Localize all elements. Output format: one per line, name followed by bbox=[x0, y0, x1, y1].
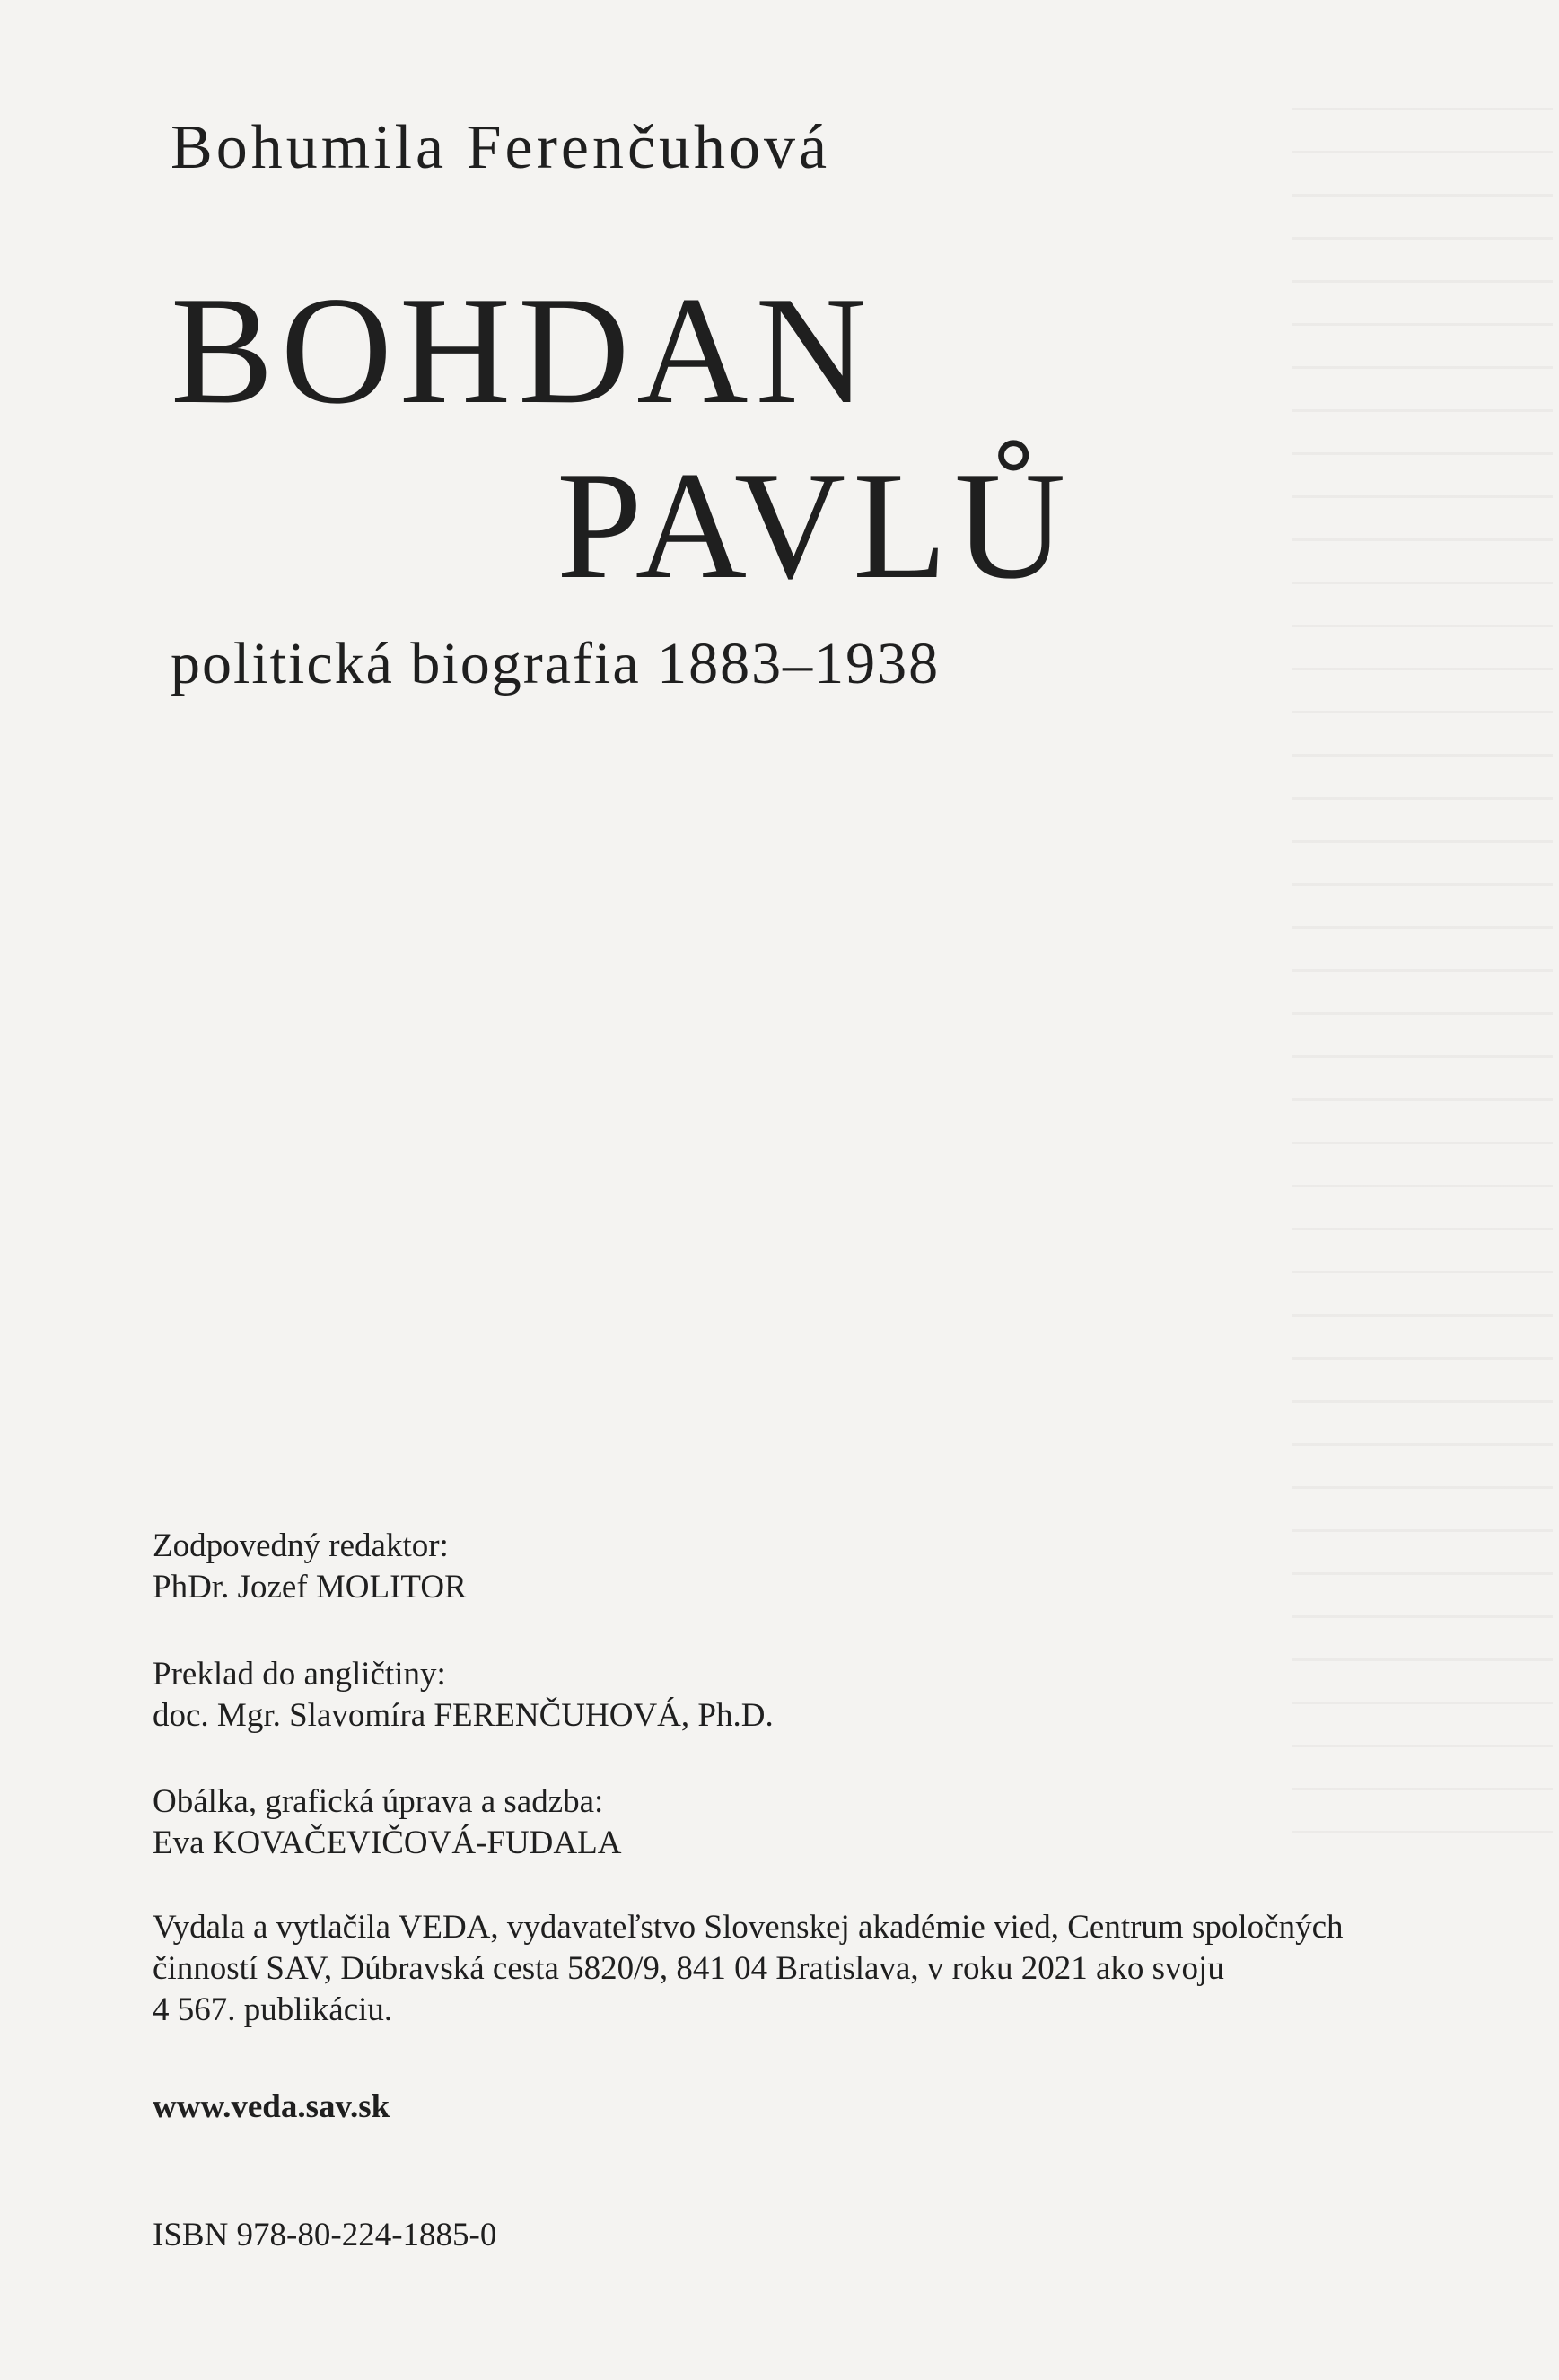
translator-name: doc. Mgr. Slavomíra FERENČUHOVÁ, Ph.D. bbox=[153, 1697, 774, 1734]
author-name: Bohumila Ferenčuhová bbox=[171, 113, 831, 182]
cover-designer-name: Eva KOVAČEVIČOVÁ-FUDALA bbox=[153, 1824, 622, 1861]
editor-label: Zodpovedný redaktor: bbox=[153, 1527, 449, 1564]
translation-label: Preklad do angličtiny: bbox=[153, 1656, 446, 1693]
publisher-info bbox=[153, 1907, 1427, 2031]
cover-credit bbox=[153, 1781, 621, 1864]
book-title-line-1: BOHDAN bbox=[171, 266, 874, 436]
translation-credit bbox=[153, 1654, 774, 1737]
cover-label: Obálka, grafická úprava a sadzba: bbox=[153, 1783, 604, 1820]
publisher-line-2: činností SAV, Dúbravská cesta 5820/9, 841 04 Bratislava, v roku 2021 ako svoju bbox=[153, 1950, 1224, 1987]
publisher-line-1: Vydala a vytlačila VEDA, vydavateľstvo Slovenskej akadémie vied, Centrum spoločných bbox=[153, 1909, 1344, 1946]
website-link[interactable]: www.veda.sav.sk bbox=[153, 2088, 390, 2125]
isbn-number: ISBN 978-80-224-1885-0 bbox=[153, 2217, 497, 2253]
book-subtitle: politická biografia 1883–1938 bbox=[171, 631, 941, 696]
publisher-line-3: 4 567. publikáciu. bbox=[153, 1991, 393, 2028]
book-title-line-2: PAVLŮ bbox=[556, 441, 1073, 611]
editor-name: PhDr. Jozef MOLITOR bbox=[153, 1569, 467, 1606]
show-through-text bbox=[1292, 108, 1553, 1858]
editor-credit bbox=[153, 1526, 467, 1608]
